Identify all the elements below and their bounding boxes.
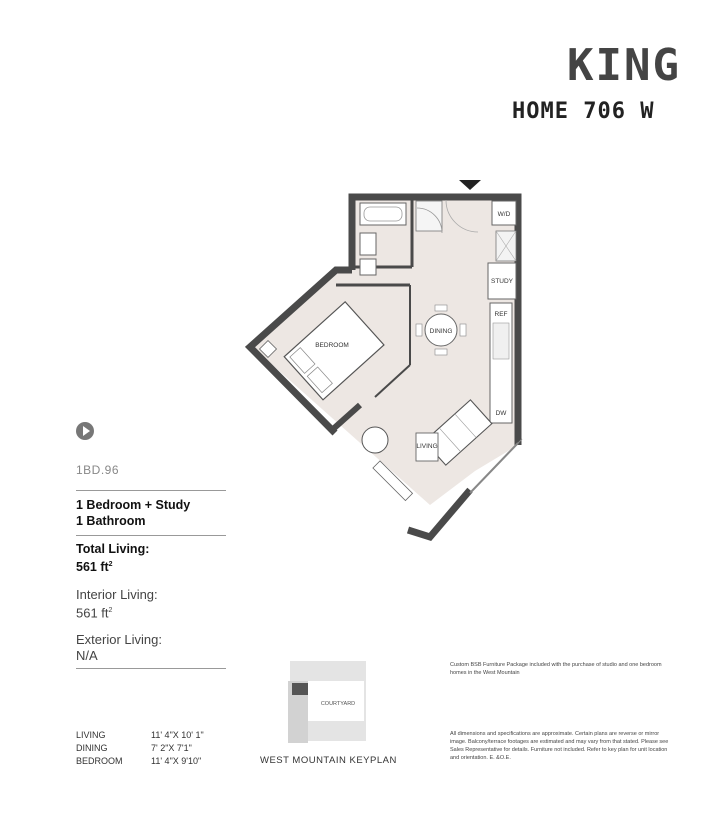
table-row [76, 755, 204, 768]
room-name: LIVING [76, 730, 106, 740]
exterior-living-label: Exterior Living: [76, 632, 162, 647]
home-title: HOME 706 W [512, 99, 655, 124]
room-name: BEDROOM [76, 756, 123, 766]
brand-logo: KING [567, 40, 681, 91]
wd-label: W/D [497, 211, 511, 218]
divider [76, 535, 226, 536]
room-size: 11' 4"X 10' 1" [151, 730, 204, 740]
courtyard-label: COURTYARD [320, 701, 356, 707]
divider [76, 490, 226, 491]
room-size: 7' 2"X 7'1" [151, 743, 192, 753]
living-label: LIVING [416, 443, 438, 450]
vanity [360, 259, 376, 275]
exterior-living [76, 632, 162, 664]
entry-arrow-icon [459, 180, 481, 190]
unit-highlight [292, 683, 308, 695]
closet [416, 201, 442, 231]
interior-living-value: 561 ft [76, 605, 109, 621]
unit-type [76, 497, 190, 529]
room-size: 11' 4"X 9'10" [151, 756, 202, 766]
divider [76, 668, 226, 669]
dining-label: DINING [429, 328, 453, 335]
room-name: DINING [76, 743, 108, 753]
study-label: STUDY [490, 278, 514, 285]
unit-superscript: 2 [108, 607, 113, 614]
kitchen-counter [490, 303, 512, 423]
interior-living [76, 587, 158, 621]
total-living-value: 561 ft [76, 560, 109, 575]
play-circle-icon[interactable] [76, 422, 94, 440]
bedroom-label: BEDROOM [315, 342, 349, 349]
range [493, 323, 509, 359]
armchair [362, 427, 388, 453]
total-living-label: Total Living: [76, 542, 150, 556]
bedroom-count: 1 Bedroom + Study [76, 498, 191, 512]
bathroom-count: 1 Bathroom [76, 514, 146, 528]
exterior-living-value: N/A [76, 648, 98, 663]
plan-code: 1BD.96 [76, 463, 120, 477]
table-row [76, 742, 204, 755]
disclaimer-note: All dimensions and specifications are approximate. Certain plans are reverse or mirror image. Balcony/terrace footages are estimated and may vary from that stated. Please see Sales Representative for details. Furniture not included. Refer to key plan for unit location and orientation. E. &O.E. [450, 731, 669, 761]
unit-superscript: 2 [108, 561, 113, 568]
table-row [76, 729, 204, 742]
total-living [76, 541, 149, 575]
ref-label: REF [494, 311, 508, 318]
bathtub [360, 203, 406, 225]
toilet [360, 233, 376, 255]
furniture-note: Custom BSB Furniture Package included with the purchase of studio and one bedroom homes in the West Mountain [450, 662, 662, 676]
interior-living-label: Interior Living: [76, 587, 158, 602]
floor-plan [240, 175, 540, 545]
keyplan-label: WEST MOUNTAIN KEYPLAN [260, 755, 397, 766]
keyplan-map [284, 655, 374, 745]
room-dimensions-table [76, 729, 204, 768]
dw-label: DW [495, 410, 507, 417]
